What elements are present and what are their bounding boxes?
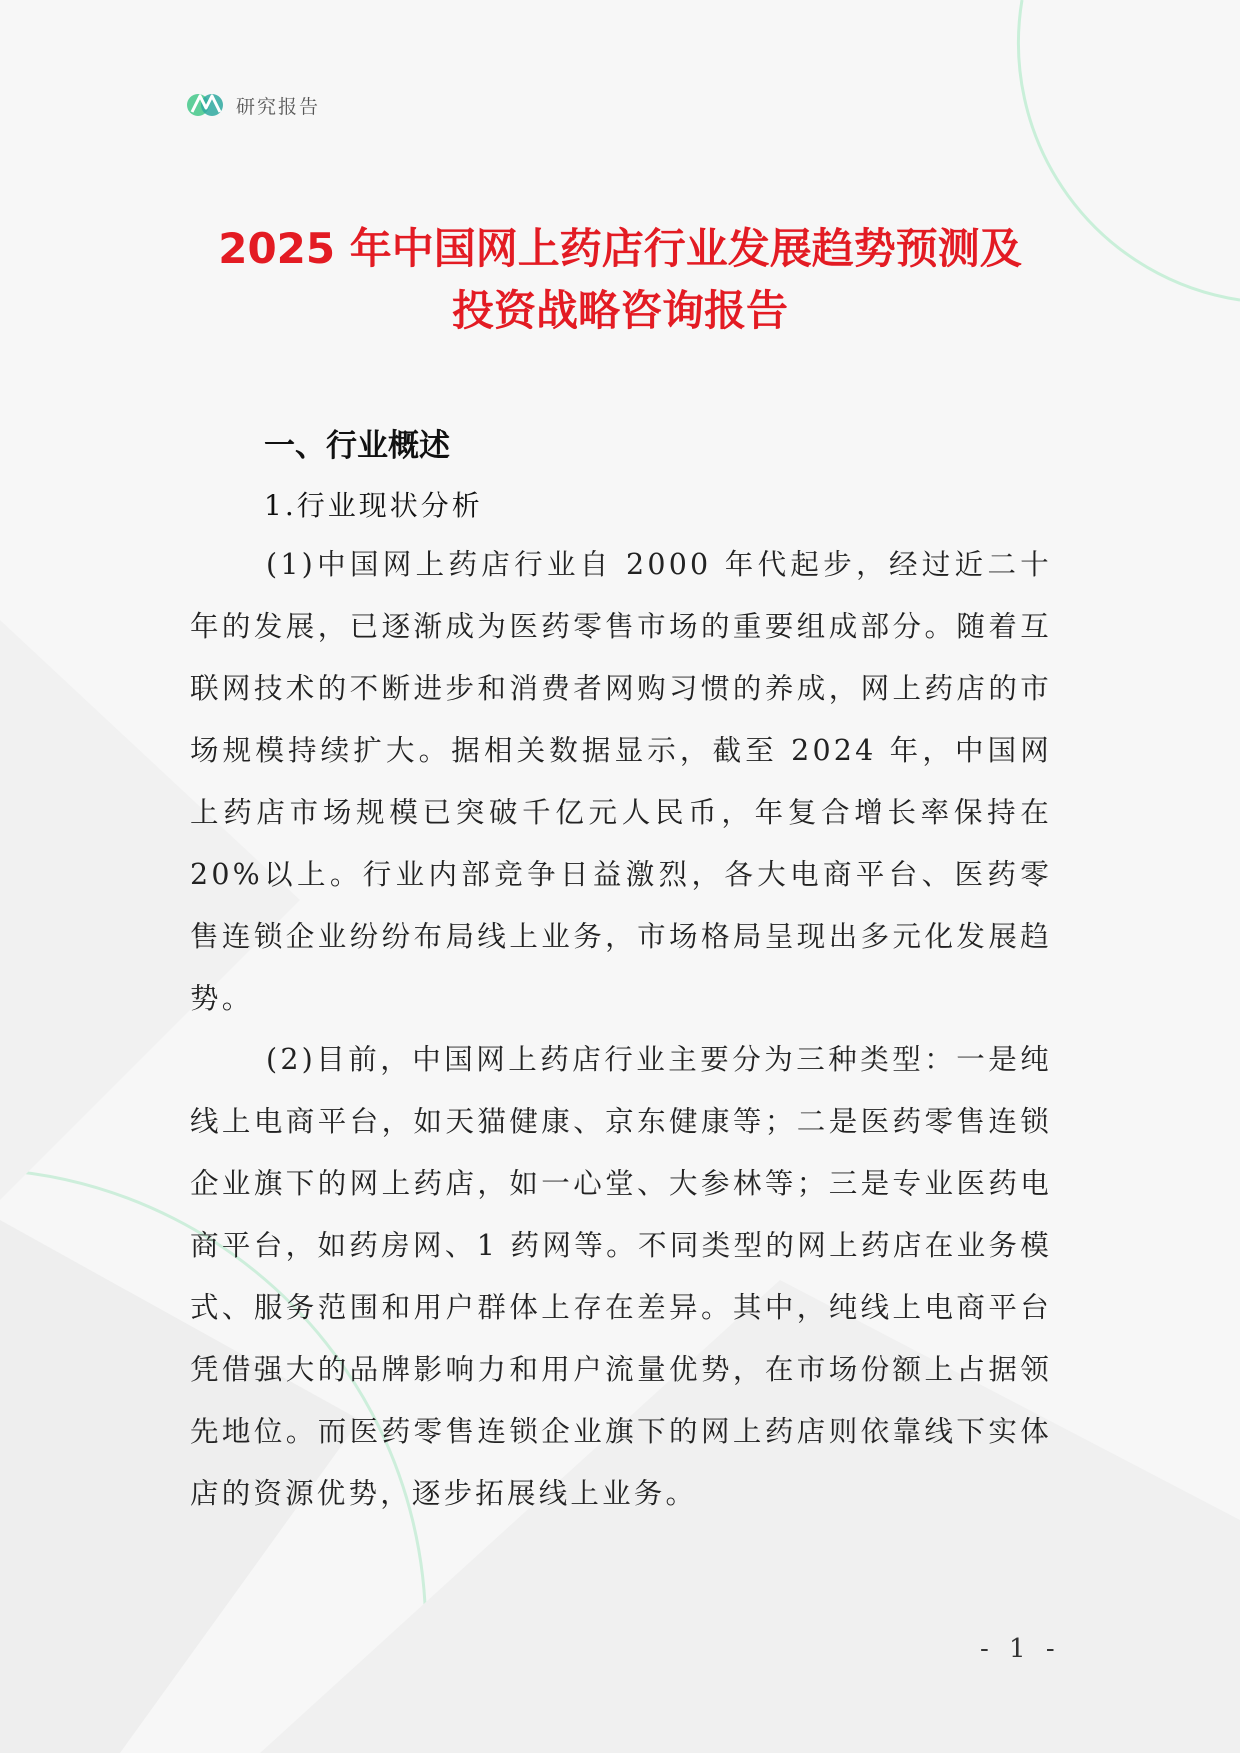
body-paragraph-2: (2)目前，中国网上药店行业主要分为三种类型：一是纯线上电商平台，如天猫健康、京东健康等；二是医药零售连锁企业旗下的网上药店，如一心堂、大参林等；三是专业医药电商平台，如药房网、1 药网等。不同类型的网上药店在业务模式、服务范围和用户群体上存在差异。其中，纯线上电商平台凭借强大的品牌影响力和用户流量优势，在市场份额上占据领先地位。而医药零售连锁企业旗下的网上药店则依靠线下实体店的资源优势，逐步拓展线上业务。 [190,1043,1052,1510]
section-heading: 一、行业概述 [264,428,450,464]
header-label: 研究报告 [236,95,321,118]
report-title [160,218,1080,342]
body-paragraph-1: (1)中国网上药店行业自 2000 年代起步，经过近二十年的发展，已逐渐成为医药零售市场的重要组成部分。随着互联网技术的不断进步和消费者网购习惯的养成，网上药店的市场规模持续扩大。据相关数据显示，截至 2024 年，中国网上药店市场规模已突破千亿元人民币，年复合增长率保持在 20%以上。行业内部竞争日益激烈，各大电商平台、医药零售连锁企业纷纷布局线上业务，市场格局呈现出多元化发展趋势。 [190,548,1052,1015]
document-header [186,88,320,122]
sub-heading: 1.行业现状分析 [264,489,483,522]
page-number: - 1 - [980,1634,1061,1664]
report-title-line-1: 2025 年中国网上药店行业发展趋势预测及 [218,224,1022,273]
report-logo-icon [186,88,226,122]
report-title-line-2: 投资战略咨询报告 [451,286,788,335]
